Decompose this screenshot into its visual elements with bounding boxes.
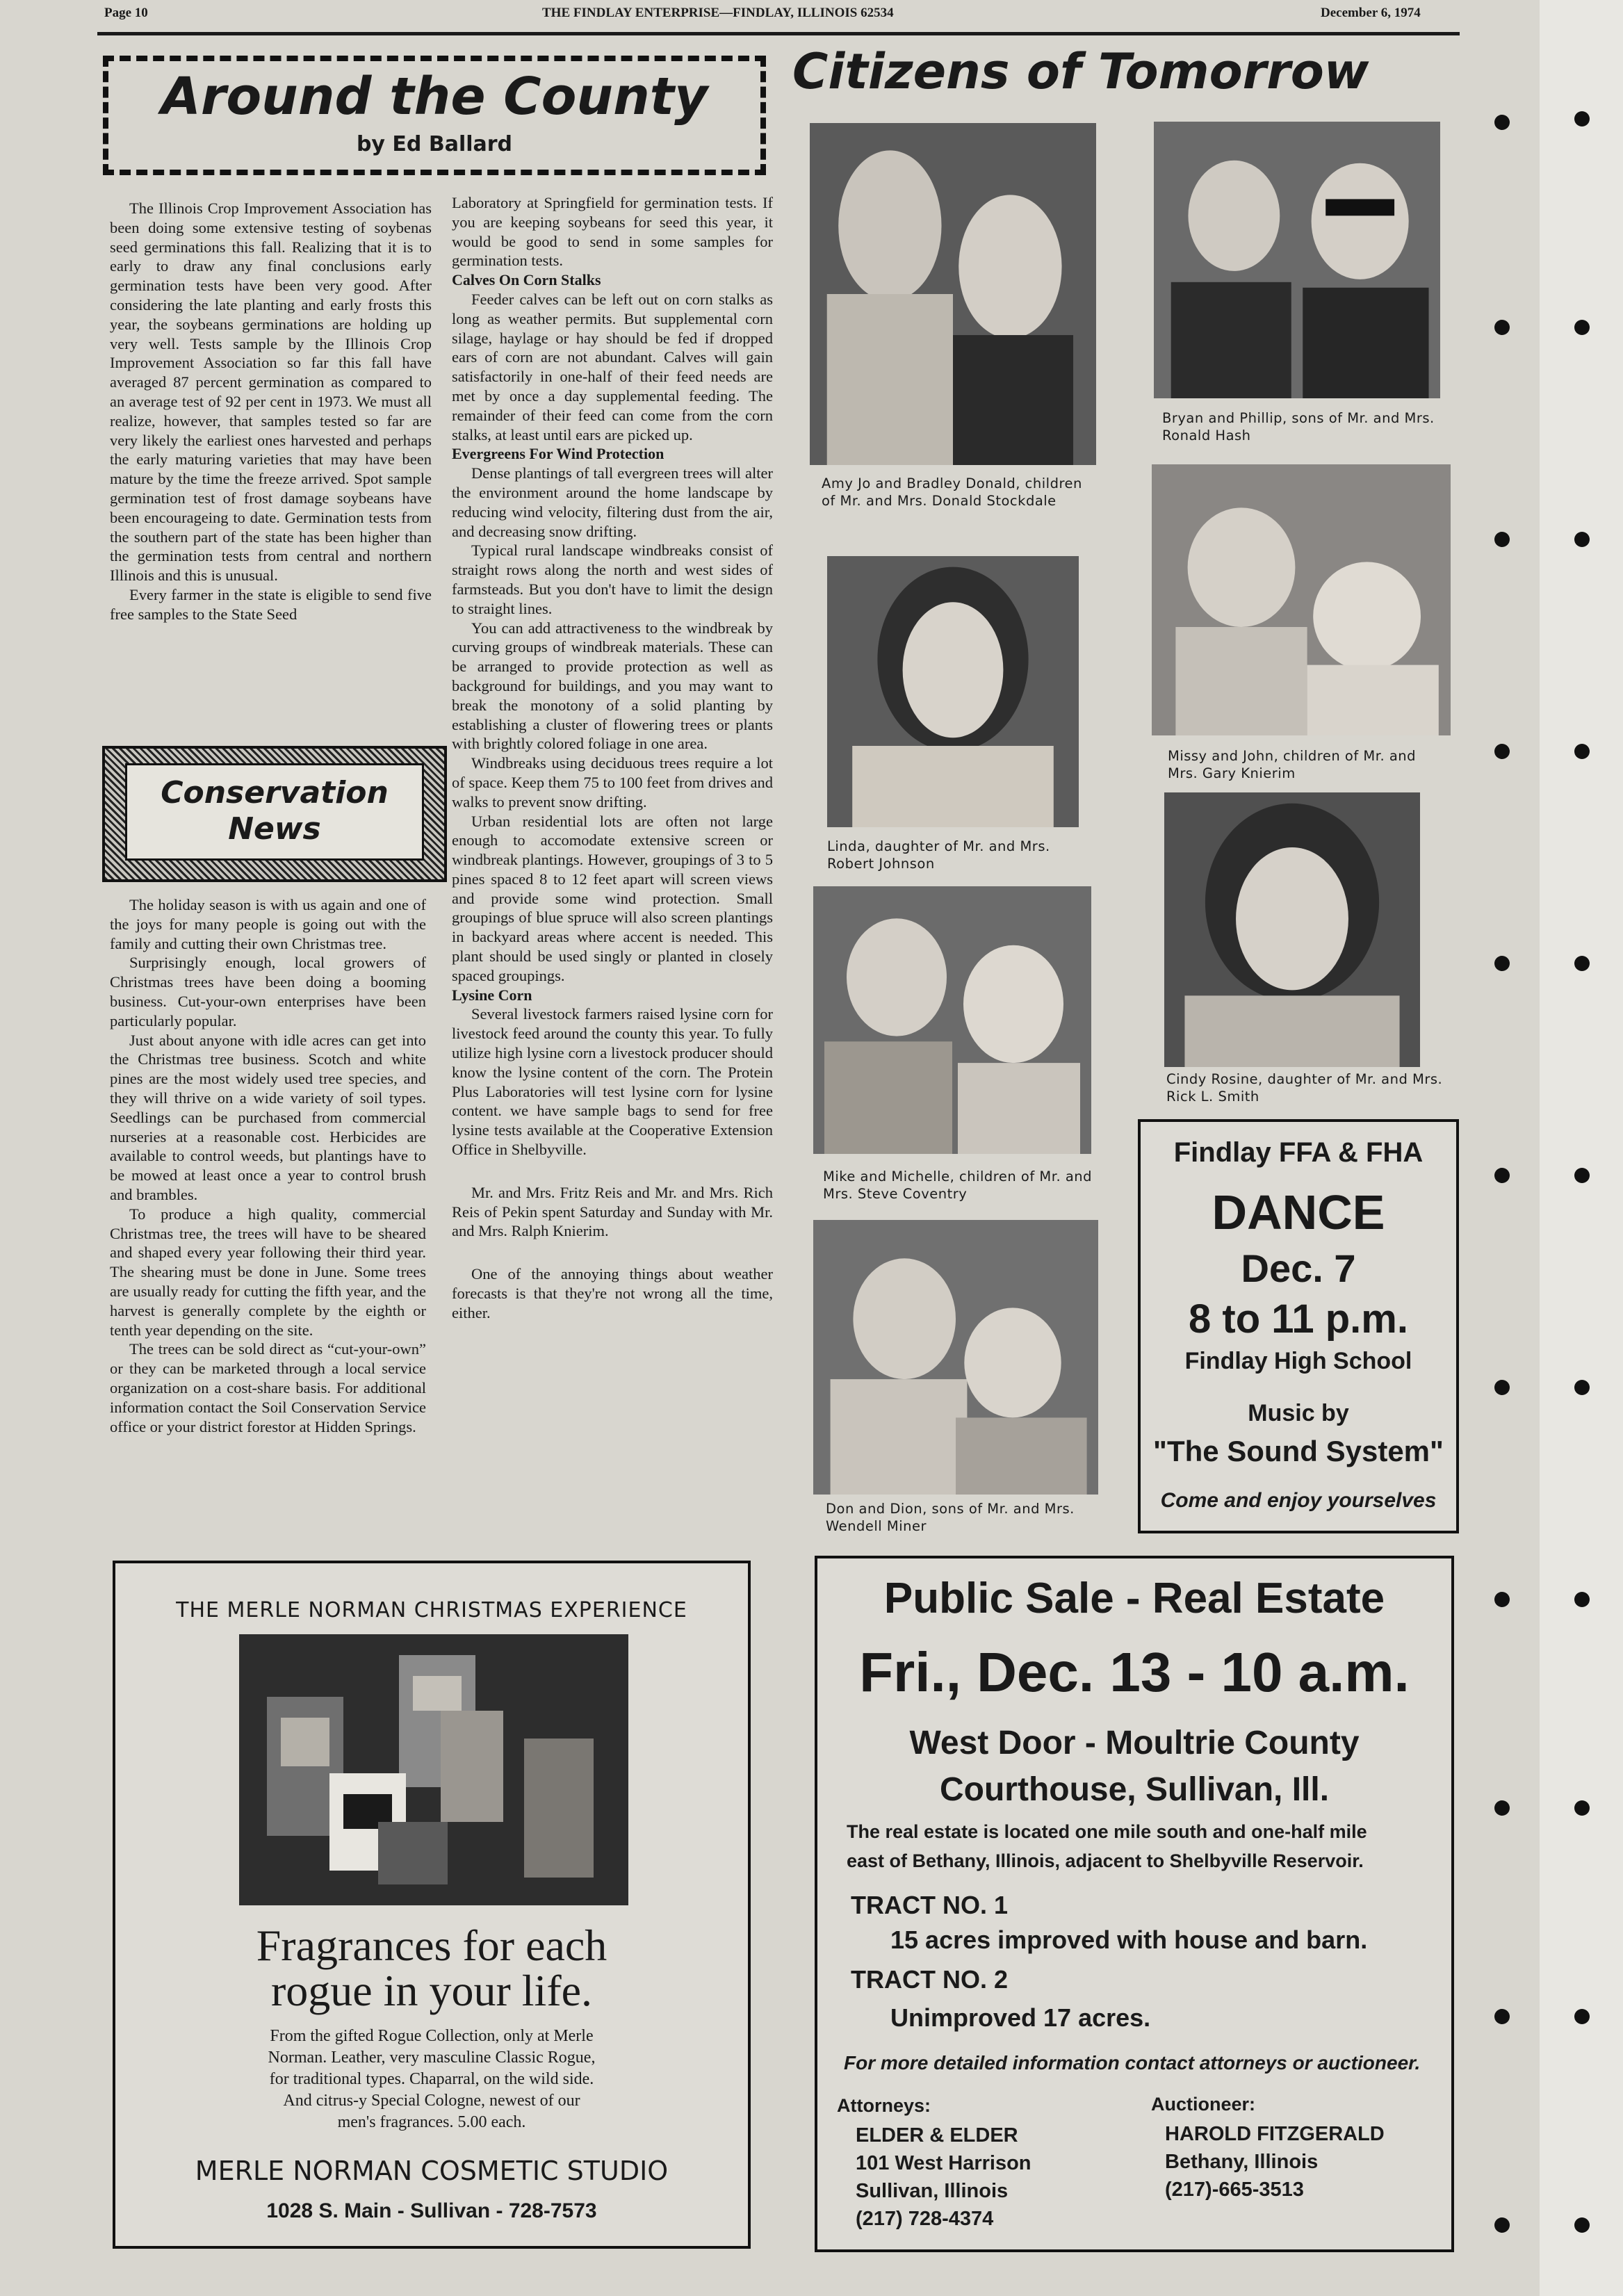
attorneys-line: 101 West Harrison xyxy=(856,2152,1031,2174)
article-paragraph: Several livestock farmers raised lysine corn for livestock feed around the county this year. To fully utilize high lysine corn a livestock producer should know the lysine content of the corn. The Protein Plus Laboratories will test lysine corn for lysine content. we have sample bags to send for free lysine tests available at the Cooperative Extension Office in Shelbyville. xyxy=(452,1005,773,1159)
punch-hole xyxy=(1574,1592,1590,1607)
punch-hole xyxy=(1574,1168,1590,1183)
column-title: Around the County xyxy=(161,67,708,127)
article-paragraph: Typical rural landscape windbreaks consist of straight rows along the north and west sides of farmsteads. But you don't have to limit the design to straight lines. xyxy=(452,542,773,617)
article-paragraph: The trees can be sold direct as “cut-your-own” or they can be marketed through a local service organization on a cost-share basis. For additional information contact the Soil Conservation Service office or your district forestor at Hidden Springs. xyxy=(110,1340,426,1435)
photo-caption: Amy Jo and Bradley Donald, children of Mr. and Mrs. Donald Stockdale xyxy=(822,475,1082,509)
sale-location-line-1: West Door - Moultrie County xyxy=(909,1725,1360,1761)
dance-time: 8 to 11 p.m. xyxy=(1189,1296,1408,1342)
tract-2-description: Unimproved 17 acres. xyxy=(890,2003,1151,2032)
masthead xyxy=(97,0,1474,28)
conservation-title-line-1: Conservation xyxy=(161,775,389,811)
article-column-1 xyxy=(110,199,432,624)
attorneys-line: Sullivan, Illinois xyxy=(856,2180,1009,2202)
ad-header: THE MERLE NORMAN CHRISTMAS EXPERIENCE xyxy=(176,1598,687,1622)
masthead-rule xyxy=(97,32,1460,35)
subheading: Evergreens For Wind Protection xyxy=(452,445,664,463)
photo-linda-johnson xyxy=(827,556,1079,827)
photo-hash-brothers xyxy=(1154,122,1440,398)
photo-caption: Linda, daughter of Mr. and Mrs. Robert Johnson xyxy=(827,838,1050,872)
punch-hole xyxy=(1574,320,1590,335)
dance-date: Dec. 7 xyxy=(1241,1246,1356,1290)
sale-date: Fri., Dec. 13 - 10 a.m. xyxy=(859,1641,1410,1703)
photo-caption: Bryan and Phillip, sons of Mr. and Mrs. Ronald Hash xyxy=(1162,410,1435,443)
punch-hole xyxy=(1574,2009,1590,2024)
conservation-header xyxy=(125,763,424,861)
article-paragraph: You can add attractiveness to the windbreak by curving groups of windbreak materials. These can be arranged to provide protection as well as background for buildings, and you may want to break the monotony of a solid planting by establishing a cluster of flowering trees or plants with brightly colored foliage in one area. xyxy=(452,619,773,753)
ad-body xyxy=(115,2026,748,2133)
auctioneer-label: Auctioneer: xyxy=(1151,2094,1256,2115)
photo-caption: Mike and Michelle, children of Mr. and Mrs. Steve Coventry xyxy=(823,1169,1093,1202)
studio-address: 1028 S. Main - Sullivan - 728-7573 xyxy=(266,2199,597,2222)
photo-caption: Don and Dion, sons of Mr. and Mrs. Wendell Miner xyxy=(826,1501,1075,1534)
photo-cindy-smith xyxy=(1164,792,1420,1067)
sale-title: Public Sale - Real Estate xyxy=(883,1574,1385,1622)
punch-hole xyxy=(1494,956,1510,971)
ffa-heading: Findlay FFA & FHA xyxy=(1173,1137,1424,1168)
article-paragraph: Urban residential lots are often not large enough to accomodate extensive screen or windbreak plantings. However, groupings of 3 to 5 pines spaced 8 to 12 feet apart will screen views and provide some wind protection. Small groupings of blue spruce will also screen plantings in backyard areas where accent is needed. This plant should be used singly or planted in closely spaced groupings. xyxy=(452,812,773,984)
article-paragraph: Every farmer in the state is eligible to send five free samples to the State Seed xyxy=(110,585,432,623)
article-paragraph: To produce a high quality, commercial Christmas tree, the trees will have to be sheared and shaped every year following their third year. The shearing must be done in June. Some trees are usually ready for cutting the fifth year, and the harvest is generally complete by the eighth or tenth year depending on the site. xyxy=(110,1205,426,1339)
contact-note: For more detailed information contact attorneys or auctioneer. xyxy=(844,2052,1421,2074)
punch-hole xyxy=(1494,1380,1510,1395)
ad-headline-line-1: Fragrances for each xyxy=(256,1921,607,1970)
punch-hole xyxy=(1574,2217,1590,2233)
punch-hole xyxy=(1574,532,1590,547)
attorneys-label: Attorneys: xyxy=(837,2095,931,2116)
public-sale-advertisement xyxy=(815,1556,1454,2252)
studio-name: MERLE NORMAN COSMETIC STUDIO xyxy=(195,2156,669,2186)
attorneys-line: (217) 728-4374 xyxy=(856,2208,994,2230)
article-paragraph: Feeder calves can be left out on corn stalks as long as weather permits. But supplemental corn silage, haylage or hay should be fed if dropped ears of corn are not abundant. Calves will gain satisfactorily in one-half of their feed needs are met by once a day supplemental feeding. The remainder of their feed can come from the corn stalks, at least until ears are picked up. xyxy=(452,290,773,443)
issue-date: December 6, 1974 xyxy=(1321,6,1421,20)
conservation-article xyxy=(110,895,426,1436)
punch-hole xyxy=(1574,744,1590,759)
paragraph-gap xyxy=(452,1159,773,1183)
punch-hole xyxy=(1494,1800,1510,1816)
conservation-title-line-2: News xyxy=(228,811,321,847)
dance-heading: DANCE xyxy=(1212,1185,1385,1239)
dance-advertisement xyxy=(1138,1119,1459,1533)
byline: by Ed Ballard xyxy=(356,132,513,156)
fragrance-bottles-image xyxy=(239,1634,628,1905)
subheading: Calves On Corn Stalks xyxy=(452,271,601,289)
punch-hole xyxy=(1574,956,1590,971)
punch-hole xyxy=(1574,1800,1590,1816)
article-paragraph: Dense plantings of tall evergreen trees will alter the environment around the home landscape by reducing wind velocity, filtering dust from the air, and decreasing snow drifting. xyxy=(452,464,773,540)
article-paragraph: Mr. and Mrs. Fritz Reis and Mr. and Mrs. Rich Reis of Pekin spent Saturday and Sunday with Mr. and Mrs. Ralph Knierim. xyxy=(452,1183,773,1240)
tract-1-label: TRACT NO. 1 xyxy=(851,1891,1009,1919)
article-paragraph: One of the annoying things about weather forecasts is that they're not wrong all the time, either. xyxy=(452,1265,773,1321)
article-paragraph: The holiday season is with us again and one of the joys for many people is going out with the family and cutting their own Christmas tree. xyxy=(110,896,426,952)
band-name: "The Sound System" xyxy=(1153,1435,1444,1467)
punch-hole xyxy=(1494,1168,1510,1183)
auctioneer-info xyxy=(1165,2120,1385,2204)
paragraph-gap xyxy=(452,1241,773,1264)
paper-name: THE FINDLAY ENTERPRISE—FINDLAY, ILLINOIS 62534 xyxy=(542,6,894,20)
photo-coventry-children xyxy=(813,886,1091,1154)
article-paragraph: Just about anyone with idle acres can get into the Christmas tree business. Scotch and white pines are the most widely used tree species, and they will thrive on a wide variety of soil types. Seedlings can be purchased from commercial nurseries at a reasonable cost. Herbicides are available to control weeds, but plantings have to be mowed at least once a year to control brush and brambles. xyxy=(110,1031,426,1203)
article-paragraph: The Illinois Crop Improvement Association has been doing some extensive testing of soybenas seed germinations this fall. Realizing that it is to early to draw any final conclusions early germination tests have been very good. After considering the late planting and early frosts this year, the soybeans germinations are holding up very well. Tests sample by the Illinois Crop Improvement Association so far this fall have averaged 87 percent germination as compared to an average test of 92 per cent in 1973. We must all realize, however, that samples tested so far are very likely the earliest ones harvested and perhaps the early maturing varieties that may have been mature by the time the freeze arrived. Spot sample germination test of frost damage soybeans have been encourageing to date. Germination tests from the southern part of the state has been higher than the germination tests from central and northern Illinois and this is unusual. xyxy=(110,200,432,585)
photo-caption: Cindy Rosine, daughter of Mr. and Mrs. Rick L. Smith xyxy=(1166,1071,1443,1105)
sale-description-line-2: east of Bethany, Illinois, adjacent to Shelbyville Reservoir. xyxy=(847,1850,1364,1871)
photo-knierim-children xyxy=(1152,464,1451,735)
tract-1-description: 15 acres improved with house and barn. xyxy=(890,1925,1368,1954)
punch-hole xyxy=(1574,111,1590,127)
photo-caption: Missy and John, children of Mr. and Mrs. Gary Knierim xyxy=(1168,748,1417,781)
dance-venue: Findlay High School xyxy=(1184,1348,1412,1374)
page-number: Page 10 xyxy=(104,6,148,20)
auctioneer-line: Bethany, Illinois xyxy=(1165,2151,1319,2173)
dance-tagline: Come and enjoy yourselves xyxy=(1160,1489,1437,1512)
page-margin xyxy=(1540,0,1623,2296)
tract-2-label: TRACT NO. 2 xyxy=(851,1965,1009,1994)
photo-stockdale-children xyxy=(810,123,1096,465)
punch-hole xyxy=(1494,2217,1510,2233)
sale-location-line-2: Courthouse, Sullivan, Ill. xyxy=(939,1771,1330,1808)
article-column-2 xyxy=(452,193,773,1323)
auctioneer-line: HAROLD FITZGERALD xyxy=(1165,2123,1385,2145)
auctioneer-line: (217)-665-3513 xyxy=(1165,2179,1304,2201)
ad-headline-line-2: rogue in your life. xyxy=(270,1966,593,2015)
attorneys-line: ELDER & ELDER xyxy=(856,2124,1018,2147)
attorneys-info xyxy=(856,2122,1031,2233)
ad-body-line: for traditional types. Chaparral, on the wild side. xyxy=(269,2070,594,2088)
punch-hole xyxy=(1494,320,1510,335)
punch-hole xyxy=(1494,2009,1510,2024)
article-paragraph: Surprisingly enough, local growers of Christmas trees have been doing a booming business. Cut-your-own enterprises have been particularly popular. xyxy=(110,954,426,1029)
punch-hole xyxy=(1574,1380,1590,1395)
punch-hole xyxy=(1494,115,1510,130)
article-paragraph: Laboratory at Springfield for germination tests. If you are keeping soybeans for seed this year, it would be good to send in some samples for germination tests. xyxy=(452,194,773,270)
music-by-label: Music by xyxy=(1248,1400,1349,1426)
merle-norman-advertisement xyxy=(113,1561,751,2249)
ad-body-line: From the gifted Rogue Collection, only at Merle xyxy=(270,2027,594,2045)
ad-body-line: men's fragrances. 5.00 each. xyxy=(337,2113,526,2131)
sale-description-line-1: The real estate is located one mile south and one-half mile xyxy=(847,1821,1367,1842)
ad-body-line: Norman. Leather, very masculine Classic Rogue, xyxy=(268,2049,596,2067)
punch-hole xyxy=(1494,744,1510,759)
punch-hole xyxy=(1494,532,1510,547)
section-title: Citizens of Tomorrow xyxy=(792,43,1369,100)
punch-hole xyxy=(1494,1592,1510,1607)
photo-miner-sons xyxy=(813,1220,1098,1495)
ad-body-line: And citrus-y Special Cologne, newest of our xyxy=(283,2092,580,2110)
article-paragraph: Windbreaks using deciduous trees require a lot of space. Keep them 75 to 100 feet from drives and walks to prevent snow drifting. xyxy=(452,754,773,811)
subheading: Lysine Corn xyxy=(452,986,532,1004)
